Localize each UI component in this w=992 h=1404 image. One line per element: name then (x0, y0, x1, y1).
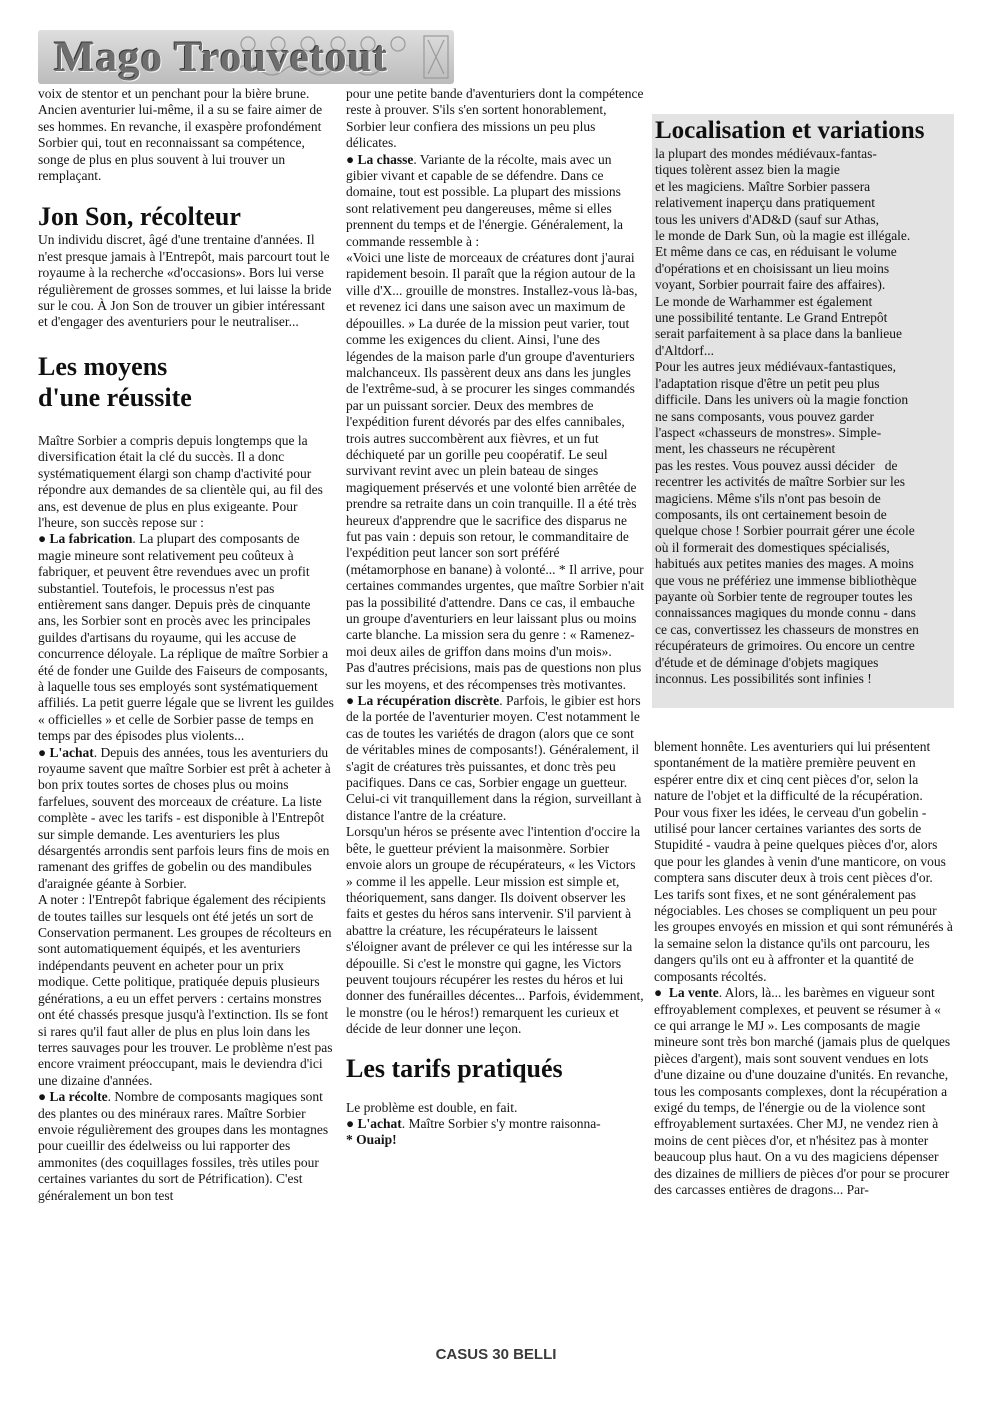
bullet-icon: ● (38, 1089, 47, 1105)
sidebar-line: la plupart des mondes médiévaux-fantas- (655, 146, 877, 161)
sidebar-line: ce cas, convertissez les chasseurs de monstres en (655, 621, 919, 637)
sidebar-line: habitués aux petites manies des mages. A moins (655, 556, 914, 572)
bullet-text: . Variante de la récolte, mais avec un gibier vivant et capable de se défendre. Dans ce domaine, tout est possible. La plupart des missions sont relativement peu dangereuses, même si elles prennent du temps et de l'énergie. Généralement, la commande ressemble à : (346, 151, 623, 249)
section-heading-jon-son: Jon Son, récolteur (38, 202, 241, 232)
bullet-icon: ● (654, 985, 663, 1001)
bullet-label: La chasse (357, 151, 414, 167)
paragraph: pour une petite bande d'aventuriers dont la compétence reste à prouver. S'ils s'en sortent honorablement, Sorbier leur confiera des missions un peu plus délicates. (346, 86, 644, 151)
bullet-label: La vente (668, 985, 719, 1001)
paragraph: Pas d'autres précisions, mais pas de questions non plus sur les moyens, et des récompenses très motivantes. (346, 660, 642, 692)
paragraph: «Voici une liste de morceaux de créatures dont j'aurai rapidement besoin. Il paraît que la région autour de la ville d'X... grouille de monstres. Installez-vous là-bas, et revenez ici dans une saison avec un maximum de dépouilles. » La durée de la mission peut varier, tout comme les exigences du client. Ainsi, l'une des légendes de la maison parle d'un groupe d'aventuriers malchanceux. Ils passèrent deux ans dans les jungles de l'extrême-sud, à se procurer les singes commandés par un puissant sorcier. Deux des membres de l'expédition furent dévorés par des elfes cannibales, trois autres succombèrent aux fièvres, et un fut déchiqueté par un gorille peu coopératif. Le seul survivant revint avec un plein bateau de singes magiquement préservés et une volonté bien arrêtée de prendre sa retraite dans un coin tranquille. Il a été très heureux d'apprendre que le sacrifice des disparus ne fut pas vain : depuis son retour, le commanditaire de l'expédition peut lancer son sort préféré (métamorphose en banane) à volonté... * Il arrive, pour certaines commandes urgentes, que maître Sorbier n'ait pas la possibilité d'attendre. Dans ce cas, il embauche un groupe d'aventuriers en leur laissant plus ou moins carte blanche. La mission sera du genre : « Ramenez-moi deux ailes de griffon dans moins d'un mois». (346, 250, 644, 659)
section-heading-moyens (38, 351, 334, 413)
bullet-recuperation (346, 693, 644, 824)
sidebar-line: et les magiciens. Maître Sorbier passera (655, 178, 871, 194)
bullet-label: L'achat (357, 1115, 402, 1131)
bullet-text: . Nombre de composants magiques sont des plantes ou des minéraux rares. Maître Sorbier envoie régulièrement des groupes dans les montagnes pour cueillir des édelweiss ou lui rapporter des ammonites (des coquillages fossiles, très utiles pour certaines variantes du sort de Pétrification). C'est généralement un bon test (38, 1089, 329, 1203)
sidebar-line: inconnus. Les possibilités sont infinies ! (655, 671, 872, 686)
bullet-text: . Depuis des années, tous les aventuriers du royaume savent que maître Sorbier est prêt à acheter à bon prix toutes sortes de choses plus ou moins farfelues, souvent des morceaux de créature. La liste complète - avec les tarifs - est disponible à l'Entrepôt sur simple demande. Les aventuriers les plus désargentés arrondis sent parfois leurs fins de mois en ramenant des griffes de gobelin ou des mandibules d'araignée géante à Sorbier. (38, 744, 331, 891)
sidebar-body (655, 146, 948, 687)
sidebar-line: d'étude et de déminage d'objets magiques (655, 654, 879, 670)
bullet-fabrication (38, 531, 334, 744)
bullet-label: L'achat (49, 744, 94, 760)
paragraph: Le problème est double, en fait. (346, 1099, 518, 1115)
sidebar-line: relativement inaperçu dans pratiquement (655, 195, 876, 211)
bullet-icon: ● (346, 693, 355, 709)
sidebar-line: que vous ne préfériez une immense bibliothèque (655, 572, 917, 588)
sidebar-line: serait parfaitement à sa place dans la banlieue (655, 326, 903, 342)
sidebar-line: d'Altdorf... (655, 342, 715, 358)
sidebar-line: recentrer les activités de maître Sorbier sur les (655, 474, 906, 490)
paragraph: voix de stentor et un penchant pour la bière brune. Ancien aventurier lui-même, il a su se faire aimer de ses hommes. En revanche, il exaspère profondément Sorbier qui, tout en reconnaissant sa compétence, songe de plus en plus souvent à lui trouver un remplaçant. (38, 86, 323, 184)
sidebar-line: payante où Sorbier tente de regrouper toutes les (655, 588, 913, 604)
page-banner (38, 30, 454, 84)
paragraph: A noter : l'Entrepôt fabrique également des récipients de toutes tailles sur lesquels ont été jetés un sort de Conservation permanent. Les groupes de récolteurs en sont automatiquement équipés, et les aventuriers indépendants peuvent en acheter pour un prix modique. Cette politique, pratiquée depuis plusieurs générations, a eu un effet pervers : certains monstres ont été chassés presque jusqu'à l'extinction. Ils se font si rares qu'il faut aller de plus en plus loin dans les terres sauvages pour les trouver. Le problème n'est pas encore vraiment préoccupant, mais le deviendra d'ici une dizaine d'années. (38, 892, 333, 1088)
bullet-achat (38, 745, 334, 893)
page-footer: CASUS 30 BELLI (435, 1346, 557, 1363)
sidebar-line: difficile. Dans les univers où la magie fonction (655, 392, 909, 408)
sidebar-localisation (652, 114, 954, 708)
heading-line: d'une réussite (38, 382, 192, 412)
text-column-1 (38, 86, 334, 1204)
bullet-text: . Parfois, le gibier est hors de la portée de l'aventurier moyen. C'est notamment le cas de toutes les variétés de dragon (alors que ce sont de véritables mines de composants!). Généralement, il s'agit de créatures très puissantes, et donc très peu pacifiques. Dans ce cas, Sorbier engage un guetteur. Celui-ci vit tranquillement dans la région, surveillant à distance l'antre de la créature. (346, 693, 642, 823)
sidebar-line: le monde de Dark Sun, où la magie est illégale. (655, 228, 911, 244)
bullet-text: . Maître Sorbier s'y montre raisonna- (401, 1115, 601, 1131)
sidebar-line: quelque chose ! Sorbier pourrait gérer une école (655, 523, 915, 539)
text-column-2 (346, 86, 644, 1149)
bullet-achat-tarif (346, 1116, 644, 1132)
bullet-icon: ● (346, 151, 355, 167)
sidebar-line: Le monde de Warhammer est également (655, 293, 873, 309)
sidebar-line: Et même dans ce cas, en réduisant le volume (655, 244, 897, 260)
sidebar-line: tiques tolèrent assez bien la magie (655, 162, 840, 178)
sidebar-line: l'aspect «chasseurs de monstres». Simple- (655, 424, 882, 440)
bullet-icon: ● (38, 744, 47, 760)
sidebar-line: récupérateurs de grimoires. Ou encore un centre (655, 638, 915, 654)
bullet-recolte (38, 1089, 334, 1204)
paragraph: Un individu discret, âgé d'une trentaine d'années. Il n'est presque jamais à l'Entrepôt, mais parcourt tout le royaume à la recherche «d'occasions». Bors lui verse régulièrement de grosses sommes, et lui laisse la bride sur le cou. À Jon Son de trouver un gibier intéressant et d'engager des aventuriers pour le neutraliser... (38, 232, 332, 330)
sidebar-line: magiciens. Même s'ils n'ont pas besoin de (655, 490, 881, 506)
sidebar-line: ne sans composants, vous pouvez garder (655, 408, 874, 424)
sidebar-line: d'opérations et en choisissant un lieu moins (655, 260, 890, 276)
footnote: * Ouaip! (346, 1132, 397, 1148)
paragraph: Pour vous fixer les idées, le cerveau d'un gobelin - utilisé pour lancer certaines variantes des sorts de Stupidité - vaudra à peine quelques pièces d'or, alors que pour les glandes à venin d'une manticore, on vous comptera sans discuter deux à trois cent pièces d'or. Les tarifs sont fixes, et ne sont généralement pas négociables. Les choses se compliquent un peu pour les groupes envoyés en mission et qui sont rémunérés à la semaine selon la distance qu'ils ont parcouru, les dangers qu'ils ont eu à affronter et la quantité de composants récoltés. (654, 804, 953, 984)
sidebar-line: où il formerait des domestiques spécialisés, (655, 539, 890, 555)
paragraph: Maître Sorbier a compris depuis longtemps que la diversification était la clé du succès. Il a donc systématiquement élargi son champ d'activité pour répondre aux demandes de sa clientèle qui, au fil des ans, est devenue de plus en plus exigeante. Pour l'heure, son succès repose sur : (38, 432, 323, 530)
sidebar-line: Pour les autres jeux médiévaux-fantastiques, (655, 359, 897, 375)
text-column-3 (654, 739, 954, 1198)
bullet-text: . Alors, là... les barèmes en vigueur sont effroyablement complexes, et peuvent se résumer à « ce qui arrange le MJ ». Les composants de magie mineure sont très bon marché (jamais plus de quelques pièces d'argent), mais sont souvent vendues en lots d'une dizaine ou d'une douzaine d'unités. En revanche, tous les composants complexes, dont la récupération a exigé du temps, de l'énergie ou de la violence sont effroyablement surtaxées. Cher MJ, ne vendez rien à moins de cent pièces d'or, et n'hésitez pas à monter beaucoup plus haut. On a vu des magiciens dépenser des dizaines de milliers de pièces d'or pour se procurer des carcasses entières de dragons... Par- (654, 985, 951, 1197)
page-title: Mago Trouvetout (54, 34, 388, 81)
section-heading-tarifs: Les tarifs pratiqués (346, 1053, 563, 1083)
bullet-icon: ● (346, 1115, 355, 1131)
bullet-text: . La plupart des composants de magie mineure sont relativement peu coûteux à fabriquer, et peuvent être revendues avec un profit substantiel. Toutefois, le processus n'est pas entièrement sans danger. Depuis près de cinquante ans, les Sorbier sont en procès avec les principales guildes d'artisans du royaume, qui les accuse de concurrence déloyale. La réplique de maître Sorbier a été de fonder une Guilde des Faiseurs de composants, à laquelle tous ses employés sont systématiquement affiliés. La petit guerre légale que se livrent les guildes « officielles » et celle de Sorbier passe de temps en temps par des épisodes plus violents... (38, 531, 334, 744)
bullet-label: La récolte (49, 1089, 108, 1105)
bullet-icon: ● (38, 531, 47, 547)
bullet-vente (654, 985, 954, 1198)
sidebar-line: pas les restes. Vous pouvez aussi décider de (655, 457, 898, 473)
bullet-chasse (346, 152, 644, 250)
sidebar-title: Localisation et variations (655, 117, 925, 144)
bullet-label: La fabrication (49, 531, 133, 547)
sidebar-line: une possibilité tentante. Le Grand Entrepôt (655, 310, 888, 326)
paragraph: blement honnête. Les aventuriers qui lui présentent spontanément de la matière première peuvent en espérer entre dix et cinq cent pièces d'or, selon la nature de l'objet et la difficulté de la récupération. (654, 739, 931, 804)
paragraph: Lorsqu'un héros se présente avec l'intention d'occire la bête, le guetteur prévient la maisonmère. Sorbier envoie alors un groupe de récupérateurs, « les Victors » comme il les appelle. Leur mission est simple et, théoriquement, sans danger. Ils doivent observer les faits et gestes du héros sans intervenir. S'il parvient à abattre la créature, les récupérateurs le laissent s'éloigner avant de prélever ce qui les intéresse sur la dépouille. Si c'est le monstre qui gagne, les Victors peuvent toujours récupérer les restes du héros et lui donner des funérailles décentes... Parfois, évidemment, le monstre (ou le héros!) remarquent les curieux et décide de leur donner une leçon. (346, 824, 644, 1037)
sidebar-line: tous les univers d'AD&D (sauf sur Athas, (655, 211, 880, 227)
sidebar-line: l'adaptation risque d'être un petit peu plus (655, 375, 880, 391)
heading-line: Les moyens (38, 351, 168, 381)
sidebar-line: composants, ils ont certainement besoin de (655, 506, 887, 522)
bullet-label: La récupération discrète (357, 693, 500, 709)
sidebar-line: ment, les chasseurs ne récupèrent (655, 441, 836, 457)
sidebar-line: connaissances magiques du monde connu - dans (655, 605, 916, 621)
sidebar-line: voyant, Sorbier pourrait faire des affaires). (655, 277, 886, 293)
